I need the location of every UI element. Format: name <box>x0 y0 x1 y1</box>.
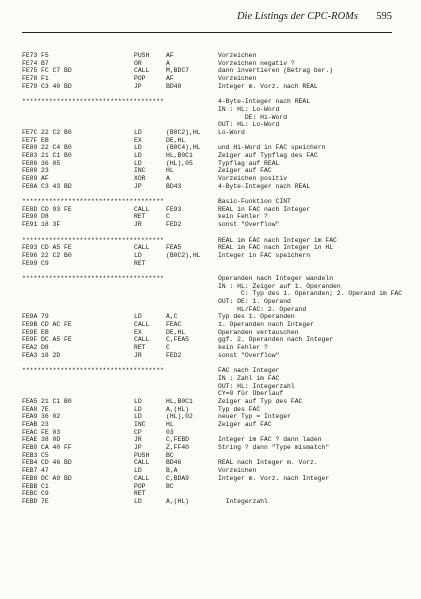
code-line <box>22 498 412 506</box>
address: FEB4 <box>22 459 38 467</box>
comment-line <box>22 290 412 298</box>
code-line <box>22 452 412 460</box>
comment: IN : HL: Zeiger auf 1. Operanden <box>218 282 341 290</box>
comment: C: Typ des 1. Operanden; 2. Operand im FAC <box>218 290 403 298</box>
operand: HL,B0C1 <box>166 151 193 159</box>
operand: FE93 <box>166 205 182 213</box>
operand: HL <box>166 167 174 175</box>
mnemonic: INC <box>134 421 146 428</box>
comment: sonst "Overflow" <box>218 351 280 359</box>
opcode-bytes: D8 <box>41 213 49 221</box>
comment: Zeiger auf Typ des FAC <box>218 397 303 405</box>
mnemonic: LD <box>134 497 142 505</box>
opcode-bytes: DC A5 FE <box>41 336 72 344</box>
opcode-bytes: C5 <box>41 451 49 459</box>
operand: HL,B0C1 <box>166 397 193 405</box>
address: FEA9 <box>22 413 38 421</box>
opcode-bytes: 21 C1 B0 <box>41 151 72 159</box>
code-line <box>22 490 412 498</box>
opcode-bytes: DC A9 BD <box>41 474 72 482</box>
address: FE99 <box>22 259 38 267</box>
opcode-bytes: C9 <box>41 490 49 498</box>
operand: (B0C4),HL <box>166 144 201 152</box>
address: FE9F <box>22 336 38 344</box>
mnemonic: RET <box>134 344 146 352</box>
opcode-bytes: F1 <box>41 75 49 83</box>
comment: und Hi-Word in FAC speichern <box>218 144 326 152</box>
opcode-bytes: CD A5 FE <box>41 244 72 252</box>
opcode-bytes: 18 3F <box>41 221 61 229</box>
code-line <box>22 183 412 191</box>
mnemonic: RET <box>134 259 146 267</box>
address: FE7C <box>22 128 38 136</box>
address: FEB7 <box>22 467 38 475</box>
opcode-bytes: FC C7 BD <box>41 67 72 75</box>
mnemonic: CALL <box>134 205 150 213</box>
comment-line <box>22 106 412 114</box>
code-line <box>22 413 412 421</box>
address: FE9E <box>22 328 38 336</box>
address: FE73 <box>22 52 38 59</box>
comment: REAL in FAC nach Integer <box>218 205 311 213</box>
mnemonic: CALL <box>134 336 150 344</box>
address: FE8D <box>22 205 38 213</box>
code-line <box>22 313 412 321</box>
comment: Basic-Funktion CINT <box>218 198 291 206</box>
code-line <box>22 444 412 452</box>
mnemonic: EX <box>134 136 142 144</box>
address: FEBD <box>22 497 38 505</box>
operand: BD46 <box>166 459 182 467</box>
code-line <box>22 167 412 175</box>
mnemonic: PUSH <box>134 451 150 459</box>
mnemonic: LD <box>134 413 142 421</box>
mnemonic: XOR <box>134 175 146 182</box>
operand: B,A <box>166 467 178 475</box>
operand: A,(HL) <box>166 497 190 505</box>
operand: A <box>166 175 170 182</box>
opcode-bytes: 79 <box>41 313 49 321</box>
operand: C,FEBD <box>166 436 190 444</box>
comment-line <box>22 121 412 129</box>
address: FE75 <box>22 67 38 75</box>
comment: IN : Zahl im FAC <box>218 374 280 382</box>
opcode-bytes: 36 05 <box>41 159 61 167</box>
operand: DE,HL <box>166 328 186 336</box>
mnemonic: JP <box>134 444 142 452</box>
opcode-bytes: 22 C2 B0 <box>41 251 72 259</box>
opcode-bytes: FE 03 <box>41 428 61 436</box>
comment: OUT: HL: Lo-Word <box>218 121 280 129</box>
page-number: 595 <box>376 11 392 22</box>
mnemonic: JR <box>134 351 142 359</box>
separator-stars: ************************************* <box>22 367 164 375</box>
comment: REAL im FAC nach Integer in HL <box>218 244 334 252</box>
opcode-bytes: D8 <box>41 344 49 352</box>
operand: FED2 <box>166 221 182 229</box>
comment: CY=0 für Überlauf <box>218 390 284 398</box>
comment: FAC nach Integer <box>218 367 280 375</box>
comment-line <box>22 283 412 291</box>
separator-stars: ************************************* <box>22 98 164 106</box>
code-line <box>22 329 412 337</box>
operand: M,BDC7 <box>166 67 190 75</box>
opcode-bytes: 38 0D <box>41 436 61 444</box>
mnemonic: CALL <box>134 321 150 329</box>
code-line <box>22 421 412 429</box>
operand: C,FEA5 <box>166 336 190 344</box>
mnemonic: LD <box>134 467 142 475</box>
opcode-bytes: 36 02 <box>41 413 61 421</box>
section-header-line <box>22 237 412 245</box>
code-line <box>22 137 412 145</box>
blank-line <box>22 190 412 198</box>
operand: BD43 <box>166 182 182 190</box>
operand: AF <box>166 52 174 59</box>
code-line <box>22 336 412 344</box>
comment: kein Fehler ? <box>218 213 268 221</box>
code-line <box>22 459 412 467</box>
comment: Typflag auf REAL <box>218 159 280 167</box>
operand: BC <box>166 482 174 490</box>
comment: 4-Byte-Integer nach REAL <box>218 98 311 106</box>
operand: C,BDA9 <box>166 474 190 482</box>
comment-line <box>22 298 412 306</box>
opcode-bytes: B7 <box>41 59 49 67</box>
code-line <box>22 221 412 229</box>
address: FE89 <box>22 175 38 182</box>
comment: Integer in FAC speichern <box>218 251 311 259</box>
opcode-bytes: CD 93 FE <box>41 205 72 213</box>
code-line <box>22 483 412 491</box>
address: FEB3 <box>22 451 38 459</box>
address: FE8A <box>22 182 38 190</box>
code-line <box>22 252 412 260</box>
comment: Vorzeichen <box>218 467 257 475</box>
operand: DE,HL <box>166 136 186 144</box>
code-line <box>22 83 412 91</box>
code-line <box>22 160 412 168</box>
opcode-bytes: 23 <box>41 167 49 175</box>
address: FE80 <box>22 144 38 152</box>
comment-line <box>22 383 412 391</box>
comment: OUT: DE: 1. Operand <box>218 298 291 305</box>
code-line <box>22 52 412 60</box>
blank-line <box>22 267 412 275</box>
address: FE83 <box>22 151 38 159</box>
code-line <box>22 244 412 252</box>
opcode-bytes: C1 <box>41 482 49 490</box>
code-line <box>22 429 412 437</box>
opcode-bytes: AF <box>41 175 49 182</box>
mnemonic: JR <box>134 221 142 229</box>
operand: A <box>166 59 170 67</box>
opcode-bytes: CA 40 FF <box>41 444 72 452</box>
mnemonic: JP <box>134 82 142 90</box>
opcode-bytes: EB <box>41 136 49 144</box>
comment: Vorzeichen negativ ? <box>218 59 295 67</box>
operand: (HL),05 <box>166 159 193 167</box>
code-line <box>22 144 412 152</box>
comment: neuer Typ = Integer <box>218 413 291 421</box>
comment: 4-Byte-Integer nach REAL <box>218 182 311 190</box>
address: FE90 <box>22 213 38 221</box>
mnemonic: CP <box>134 428 142 436</box>
comment: Vorzeichen <box>218 52 257 59</box>
comment: Operanden nach Integer wandeln <box>218 274 334 282</box>
mnemonic: OR <box>134 59 142 67</box>
comment: HL/FAC: 2. Operand <box>218 305 307 313</box>
opcode-bytes: 21 C1 B0 <box>41 397 72 405</box>
address: FE78 <box>22 75 38 83</box>
mnemonic: LD <box>134 128 142 136</box>
mnemonic: RET <box>134 490 146 498</box>
operand: C <box>166 213 170 221</box>
comment: ggf. 2. Operanden nach Integer <box>218 336 334 344</box>
mnemonic: CALL <box>134 244 150 252</box>
code-line <box>22 467 412 475</box>
comment: Zeiger auf FAC <box>218 421 272 428</box>
separator-stars: ************************************* <box>22 198 164 206</box>
mnemonic: EX <box>134 328 142 336</box>
operand: FEAC <box>166 321 182 329</box>
address: FEA3 <box>22 351 38 359</box>
comment: String ? dann "Type mismatch" <box>218 444 330 452</box>
mnemonic: RET <box>134 213 146 221</box>
comment-line <box>22 390 412 398</box>
address: FEB8 <box>22 474 38 482</box>
code-line <box>22 152 412 160</box>
comment: Lo-Word <box>218 128 245 136</box>
blank-line <box>22 360 412 368</box>
mnemonic: POP <box>134 482 146 490</box>
mnemonic: LD <box>134 313 142 321</box>
blank-line <box>22 229 412 237</box>
code-line <box>22 475 412 483</box>
section-header-line <box>22 198 412 206</box>
operand: FED2 <box>166 351 182 359</box>
mnemonic: LD <box>134 144 142 152</box>
opcode-bytes: 18 2D <box>41 351 61 359</box>
opcode-bytes: 22 C2 B0 <box>41 128 72 136</box>
mnemonic: JR <box>134 436 142 444</box>
operand: BD40 <box>166 82 182 90</box>
comment: Vorzeichen <box>218 75 257 83</box>
opcode-bytes: C3 43 BD <box>41 182 72 190</box>
code-line <box>22 406 412 414</box>
mnemonic: LD <box>134 159 142 167</box>
opcode-bytes: EB <box>41 328 49 336</box>
code-line <box>22 321 412 329</box>
comment: DE: Hi-Word <box>218 113 288 121</box>
code-line <box>22 175 412 183</box>
code-line <box>22 260 412 268</box>
separator-stars: ************************************* <box>22 274 164 282</box>
mnemonic: LD <box>134 397 142 405</box>
opcode-bytes: 47 <box>41 467 49 475</box>
opcode-bytes: CD 46 BD <box>41 459 72 467</box>
operand: A,(HL) <box>166 405 190 413</box>
address: FE9A <box>22 313 38 321</box>
opcode-bytes: C3 40 BD <box>41 82 72 90</box>
code-line <box>22 436 412 444</box>
running-title: Die Listings der CPC-ROMs <box>236 11 358 22</box>
address: FE74 <box>22 59 38 67</box>
mnemonic: CALL <box>134 459 150 467</box>
code-line <box>22 129 412 137</box>
opcode-bytes: 22 C4 B0 <box>41 144 72 152</box>
address: FEAE <box>22 436 38 444</box>
address: FE93 <box>22 244 38 252</box>
comment: 1. Operanden nach Integer <box>218 321 314 329</box>
operand: 03 <box>166 428 174 436</box>
address: FEA8 <box>22 405 38 413</box>
mnemonic: PUSH <box>134 52 150 59</box>
page-header <box>22 2 392 33</box>
section-header-line <box>22 275 412 283</box>
comment-line <box>22 375 412 383</box>
address: FEBC <box>22 490 38 498</box>
address: FE7F <box>22 136 38 144</box>
comment-line <box>22 114 412 122</box>
address: FE88 <box>22 167 38 175</box>
comment: Typ des FAC <box>218 405 261 413</box>
address: FE91 <box>22 221 38 229</box>
comment: IN : HL: Lo-Word <box>218 105 280 113</box>
address: FEAC <box>22 428 38 436</box>
address: FEAB <box>22 421 38 428</box>
code-line <box>22 60 412 68</box>
comment: Zeiger auf Typflag des FAC <box>218 151 318 159</box>
comment: Typ des 1. Operanden <box>218 313 295 321</box>
address: FE79 <box>22 82 38 90</box>
comment: kein Fehler ? <box>218 344 268 352</box>
comment: Integer m. Vorz. nach REAL <box>218 82 318 90</box>
code-line <box>22 344 412 352</box>
operand: C <box>166 344 170 352</box>
operand: FEA5 <box>166 244 182 252</box>
address: FE96 <box>22 251 38 259</box>
comment: sonst "Overflow" <box>218 221 280 229</box>
mnemonic: LD <box>134 151 142 159</box>
comment: OUT: HL: Integerzahl <box>218 382 295 390</box>
address: FEA2 <box>22 344 38 352</box>
operand: (HL),02 <box>166 413 193 421</box>
operand: (B0C2),HL <box>166 251 201 259</box>
operand: HL <box>166 421 174 428</box>
section-header-line <box>22 367 412 375</box>
address: FE86 <box>22 159 38 167</box>
code-line <box>22 206 412 214</box>
comment: Integer im FAC ? dann laden <box>218 436 322 444</box>
blank-line <box>22 90 412 98</box>
comment: Zeiger auf FAC <box>218 167 272 175</box>
opcode-bytes: CD AC FE <box>41 321 72 329</box>
opcode-bytes: 7E <box>41 497 49 505</box>
code-line <box>22 67 412 75</box>
mnemonic: JP <box>134 182 142 190</box>
comment: Integer m. Vorz. nach Integer <box>218 474 330 482</box>
operand: Z,FF40 <box>166 444 190 452</box>
comment: dann invertieren (Betrag ber.) <box>218 67 334 75</box>
mnemonic: LD <box>134 251 142 259</box>
operand: BC <box>166 451 174 459</box>
address: FEA5 <box>22 397 38 405</box>
comment: REAL nach Integer m. Vorz. <box>218 459 318 467</box>
assembly-listing <box>22 52 412 506</box>
opcode-bytes: C9 <box>41 259 49 267</box>
opcode-bytes: 23 <box>41 421 49 428</box>
address: FEBB <box>22 482 38 490</box>
comment: REAL im FAC nach Integer im FAC <box>218 236 337 244</box>
code-line <box>22 398 412 406</box>
comment: Integerzahl <box>218 497 268 505</box>
opcode-bytes: 7E <box>41 405 49 413</box>
comment: Vorzeichen positiv <box>218 175 288 182</box>
mnemonic: INC <box>134 167 146 175</box>
mnemonic: LD <box>134 405 142 413</box>
comment: Operanden vertauschen <box>218 328 299 336</box>
operand: AF <box>166 75 174 83</box>
mnemonic: CALL <box>134 474 150 482</box>
mnemonic: CALL <box>134 67 150 75</box>
code-line <box>22 75 412 83</box>
code-line <box>22 352 412 360</box>
code-line <box>22 213 412 221</box>
operand: A,C <box>166 313 178 321</box>
address: FE9B <box>22 321 38 329</box>
opcode-bytes: F5 <box>41 52 49 59</box>
comment-line <box>22 306 412 314</box>
mnemonic: POP <box>134 75 146 83</box>
address: FEB0 <box>22 444 38 452</box>
separator-stars: ************************************* <box>22 236 164 244</box>
operand: (B0C2),HL <box>166 128 201 136</box>
section-header-line <box>22 98 412 106</box>
